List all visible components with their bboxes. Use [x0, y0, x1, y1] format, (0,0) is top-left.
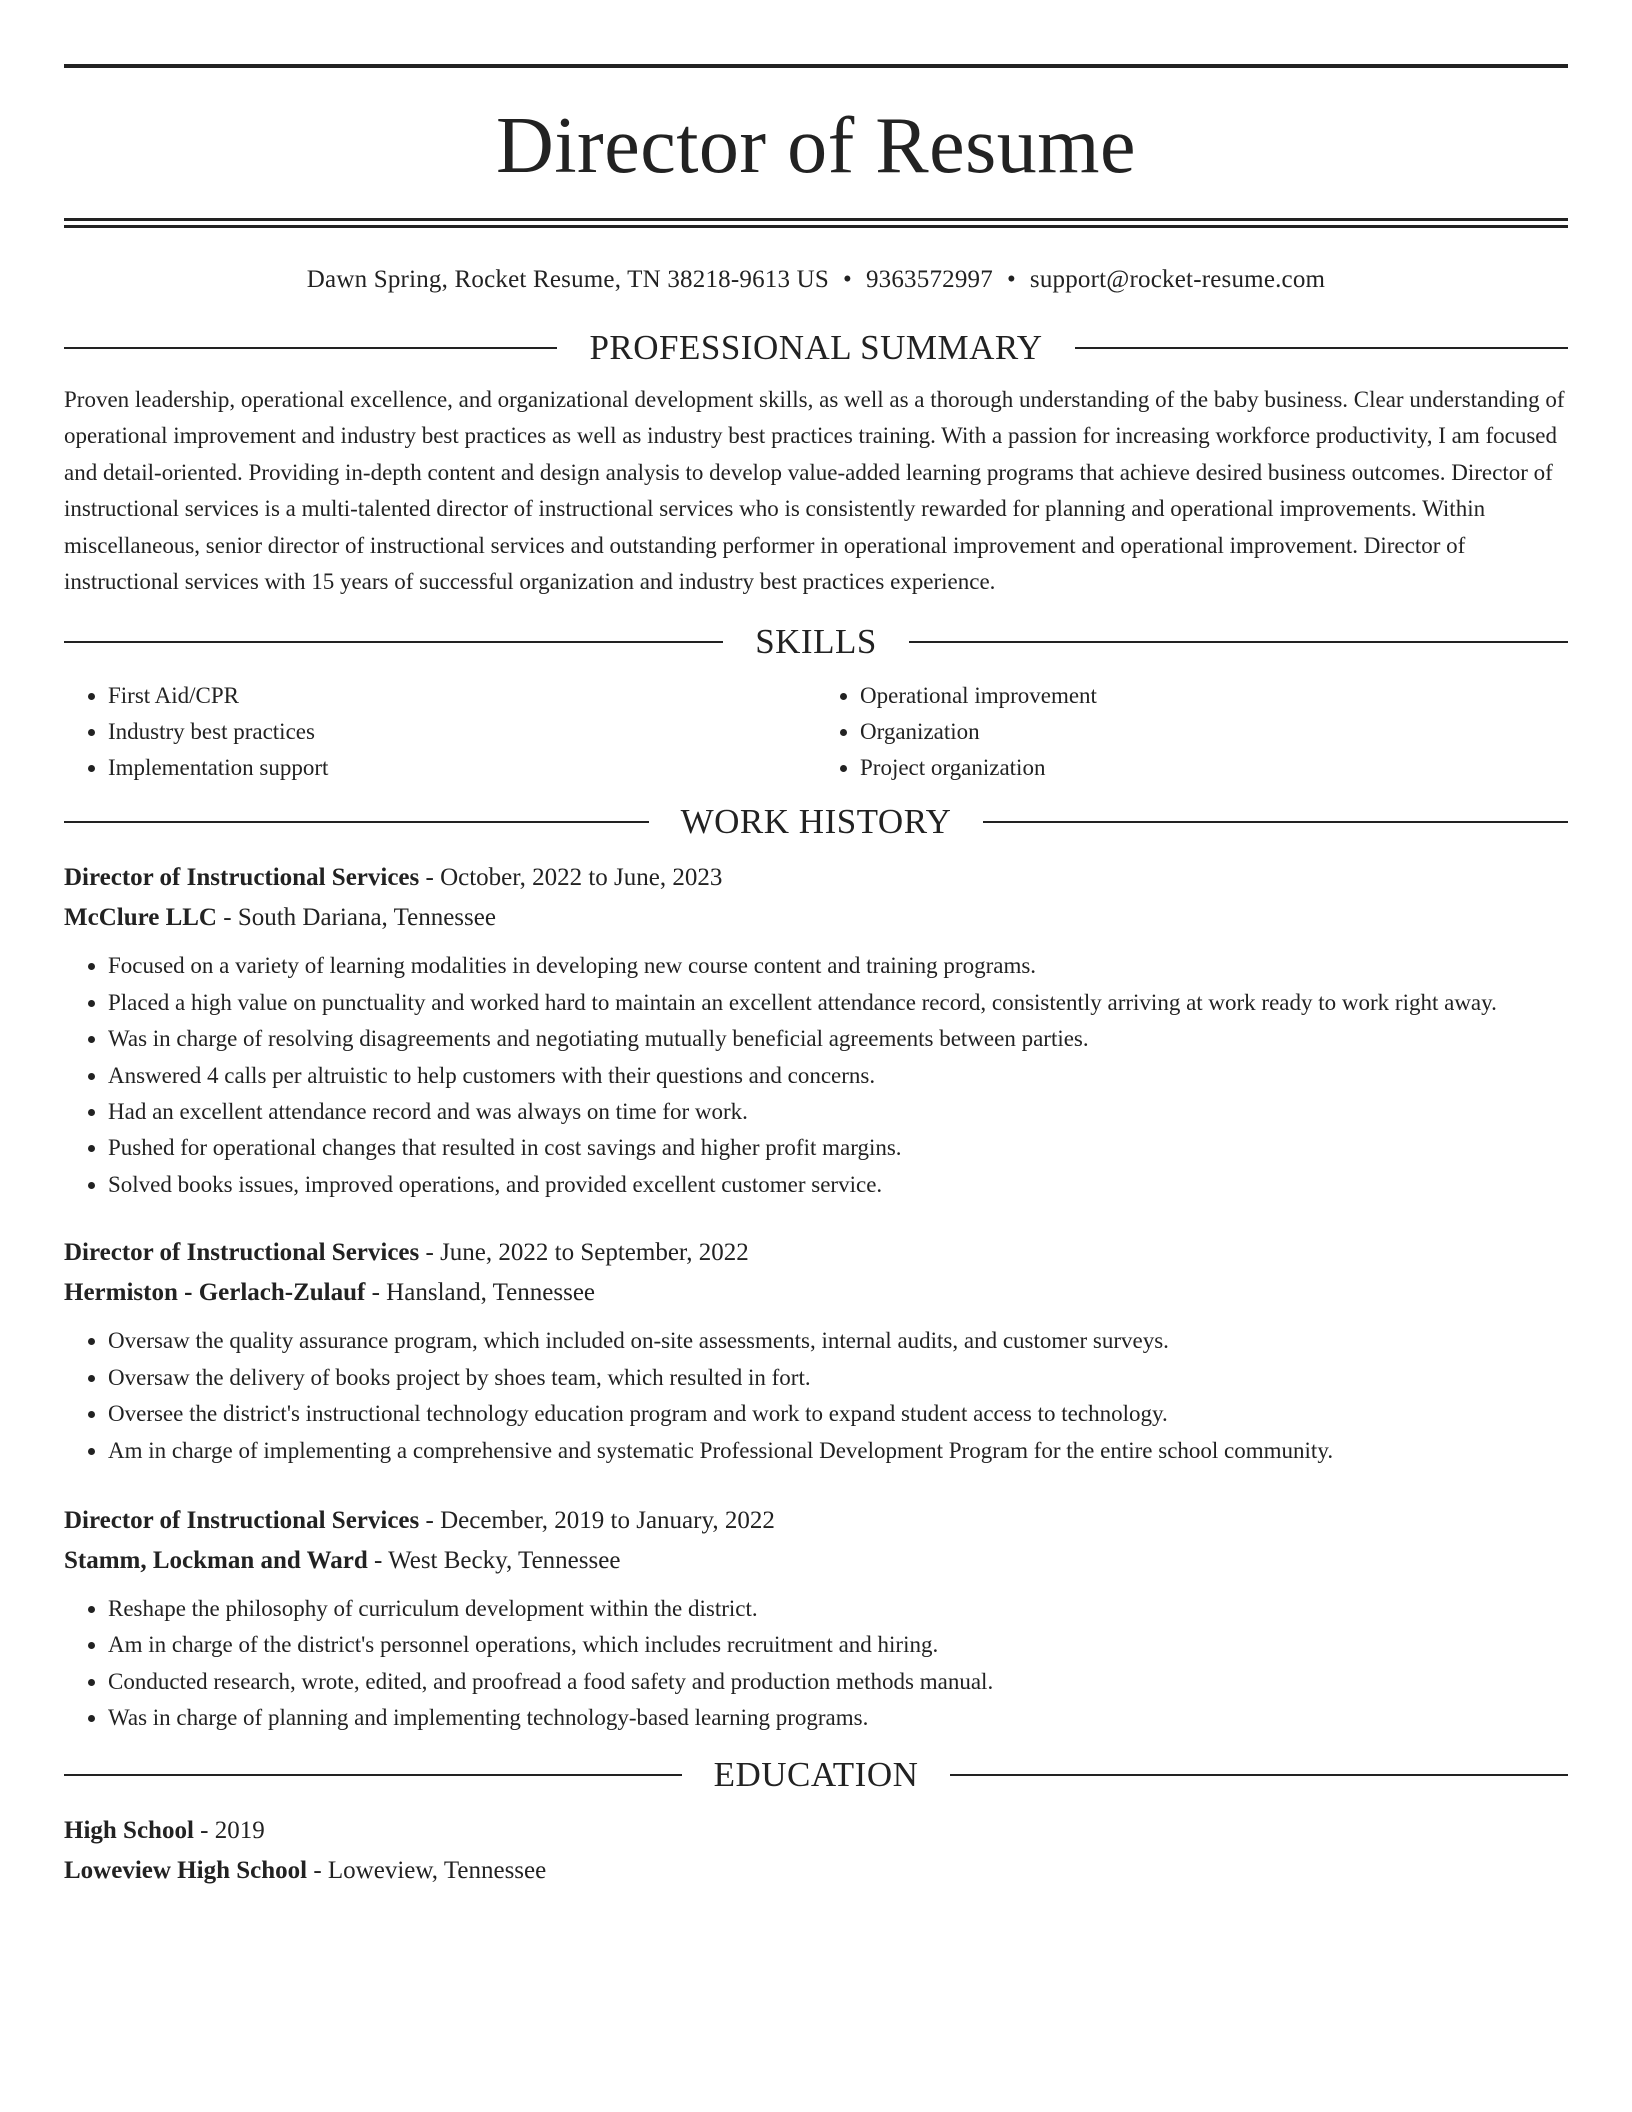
heading-rule-left: [64, 347, 557, 349]
job-bullet: • Answered 4 calls per altruistic to help customers with their questions and concerns.: [108, 1058, 1568, 1094]
top-rule: [64, 64, 1568, 68]
summary-text: Proven leadership, operational excellence, and organizational development skills, as well as a thorough understanding of the baby business. Clear understanding of operational improvement and industry best practices as well as industry best practices training. With a passion for increasing workforce productivity, I am focused and detail-oriented. Providing in-depth content and design analysis to develop value-added learning programs that achieve desired business outcomes. Director of instructional services is a multi-talented director of instructional services who is consistently rewarded for planning and operational improvements. Within miscellaneous, senior director of instructional services and outstanding performer in operational improvement and operational improvement. Director of instructional services with 15 years of successful organization and industry best practices experience.: [64, 387, 1565, 595]
job-bullet: • Was in charge of planning and implementing technology-based learning programs.: [108, 1700, 1568, 1736]
job-bullet: • Had an excellent attendance record and was always on time for work.: [108, 1094, 1568, 1130]
job-bullet: • Placed a high value on punctuality and worked hard to maintain an excellent attendance record, consistently arriving at work ready to work right away.: [108, 985, 1568, 1021]
job-bullet: • Focused on a variety of learning modalities in developing new course content and training programs.: [108, 948, 1568, 984]
resume-name: Director of Resume: [496, 102, 1136, 190]
job-company-line: [64, 1273, 1568, 1313]
work-heading: WORK HISTORY: [680, 802, 952, 842]
job-title-line: [64, 1233, 1568, 1273]
job-bullet: • Am in charge of implementing a comprehensive and systematic Professional Development Program for the entire school community.: [108, 1433, 1568, 1469]
job-bullet: • Am in charge of the district's personnel operations, which includes recruitment and hiring.: [108, 1627, 1568, 1663]
skills-section-heading: [64, 618, 1568, 666]
contact-separator: •: [1006, 266, 1016, 293]
heading-rule-left: [64, 821, 649, 823]
contact-phone[interactable]: 9363572997: [865, 266, 993, 293]
job-entry: [64, 1233, 1568, 1469]
job-bullets: [64, 948, 1568, 1203]
skills-column-right: [816, 678, 1568, 786]
job-bullet: • Pushed for operational changes that resulted in cost savings and higher profit margins.: [108, 1130, 1568, 1166]
heading-rule-right: [1075, 347, 1568, 349]
job-bullet: • Oversaw the quality assurance program, which included on-site assessments, internal audits, and customer surveys.: [108, 1323, 1568, 1359]
skill-item: • Implementation support: [108, 750, 816, 786]
job-location: - South Dariana, Tennessee: [217, 904, 496, 932]
education-entry: [64, 1811, 1568, 1891]
education-school-line: [64, 1851, 1568, 1891]
job-bullets: [64, 1323, 1568, 1469]
contact-address: Dawn Spring, Rocket Resume, TN 38218-9613 US: [306, 266, 829, 293]
heading-rule-left: [64, 641, 723, 643]
job-bullet: • Was in charge of resolving disagreements and negotiating mutually beneficial agreements between parties.: [108, 1021, 1568, 1057]
contact-line: [64, 264, 1568, 296]
header-double-rule: [64, 218, 1568, 228]
education-location: - Loweview, Tennessee: [307, 1856, 547, 1884]
job-company-line: [64, 898, 1568, 938]
skill-item: • Project organization: [860, 750, 1568, 786]
job-company: Stamm, Lockman and Ward: [64, 1546, 368, 1574]
job-location: - Hansland, Tennessee: [365, 1279, 596, 1307]
job-title: Director of Instructional Services: [64, 1506, 420, 1534]
job-title: Director of Instructional Services: [64, 1239, 420, 1267]
job-company: Hermiston - Gerlach-Zulauf: [64, 1279, 366, 1307]
job-title-line: [64, 1501, 1568, 1541]
resume-page: [64, 0, 1568, 1891]
job-entry: [64, 1501, 1568, 1737]
job-dates: - October, 2022 to June, 2023: [419, 864, 723, 892]
job-bullet: • Solved books issues, improved operations, and provided excellent customer service.: [108, 1167, 1568, 1203]
contact-separator: •: [843, 266, 852, 293]
job-title-line: [64, 858, 1568, 898]
skills-column-left: [64, 678, 816, 786]
job-dates: - June, 2022 to September, 2022: [419, 1239, 749, 1267]
summary-section-heading: [64, 324, 1568, 372]
job-company-line: [64, 1541, 1568, 1581]
heading-rule-right: [983, 821, 1568, 823]
job-entry: [64, 858, 1568, 1203]
job-bullet: • Conducted research, wrote, edited, and proofread a food safety and production methods manual.: [108, 1664, 1568, 1700]
summary-heading: PROFESSIONAL SUMMARY: [589, 328, 1043, 367]
education-heading: EDUCATION: [713, 1754, 919, 1794]
job-bullet: • Oversee the district's instructional technology education program and work to expand student access to technology.: [108, 1396, 1568, 1432]
skills-list: [64, 678, 1568, 786]
job-bullet: • Oversaw the delivery of books project by shoes team, which resulted in fort.: [108, 1360, 1568, 1396]
work-section-heading: [64, 798, 1568, 846]
skill-item: • First Aid/CPR: [108, 678, 816, 714]
job-bullets: [64, 1591, 1568, 1737]
job-company: McClure LLC: [64, 904, 217, 932]
education-section-heading: [64, 1751, 1568, 1799]
job-location: - West Becky, Tennessee: [367, 1546, 621, 1574]
skill-item: • Industry best practices: [108, 714, 816, 750]
heading-rule-right: [950, 1774, 1568, 1776]
education-year: - 2019: [193, 1816, 265, 1844]
skill-item: • Operational improvement: [860, 678, 1568, 714]
contact-email[interactable]: support@rocket-resume.com: [1029, 266, 1326, 293]
education-school: Loweview High School: [64, 1856, 308, 1884]
education-degree-line: [64, 1811, 1568, 1851]
skills-heading: SKILLS: [755, 622, 877, 662]
education-degree: High School: [64, 1816, 194, 1844]
skill-item: • Organization: [860, 714, 1568, 750]
heading-rule-left: [64, 1774, 682, 1776]
job-bullet: • Reshape the philosophy of curriculum development within the district.: [108, 1591, 1568, 1627]
job-title: Director of Instructional Services: [64, 864, 420, 892]
heading-rule-right: [909, 641, 1568, 643]
job-dates: - December, 2019 to January, 2022: [419, 1506, 775, 1534]
